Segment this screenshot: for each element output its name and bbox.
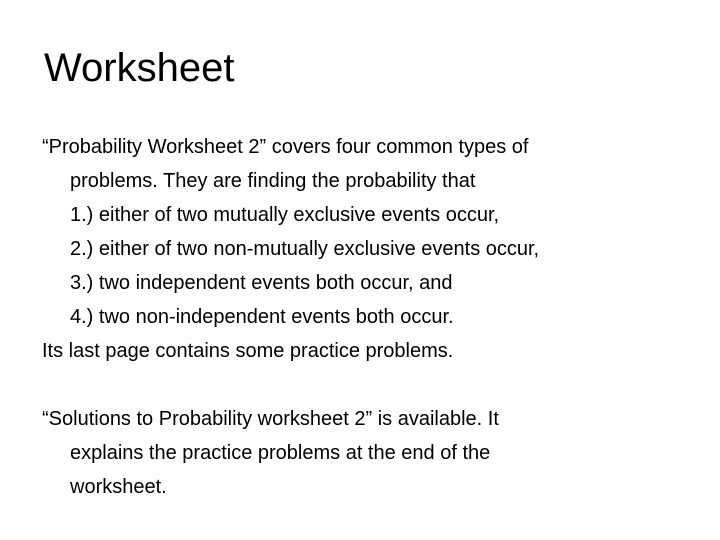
list-item-2: 2.) either of two non-mutually exclusive events occur, xyxy=(70,238,540,260)
slide-title: Worksheet xyxy=(44,46,235,90)
paragraph-gap xyxy=(42,368,702,402)
paragraph1-line2: problems. They are finding the probability that xyxy=(70,170,476,192)
paragraph2-line3: worksheet. xyxy=(70,476,167,498)
list-item-1: 1.) either of two mutually exclusive events occur, xyxy=(70,204,500,226)
paragraph2-line2: explains the practice problems at the end of the xyxy=(70,442,491,464)
slide-body xyxy=(42,130,702,504)
paragraph1-line1: “Probability Worksheet 2” covers four common types of xyxy=(42,136,529,158)
list-item-4: 4.) two non-independent events both occur. xyxy=(70,306,454,328)
paragraph2-line1: “Solutions to Probability worksheet 2” is available. It xyxy=(42,408,499,430)
paragraph1-last-line: Its last page contains some practice problems. xyxy=(42,340,454,362)
list-item-3: 3.) two independent events both occur, and xyxy=(70,272,453,294)
